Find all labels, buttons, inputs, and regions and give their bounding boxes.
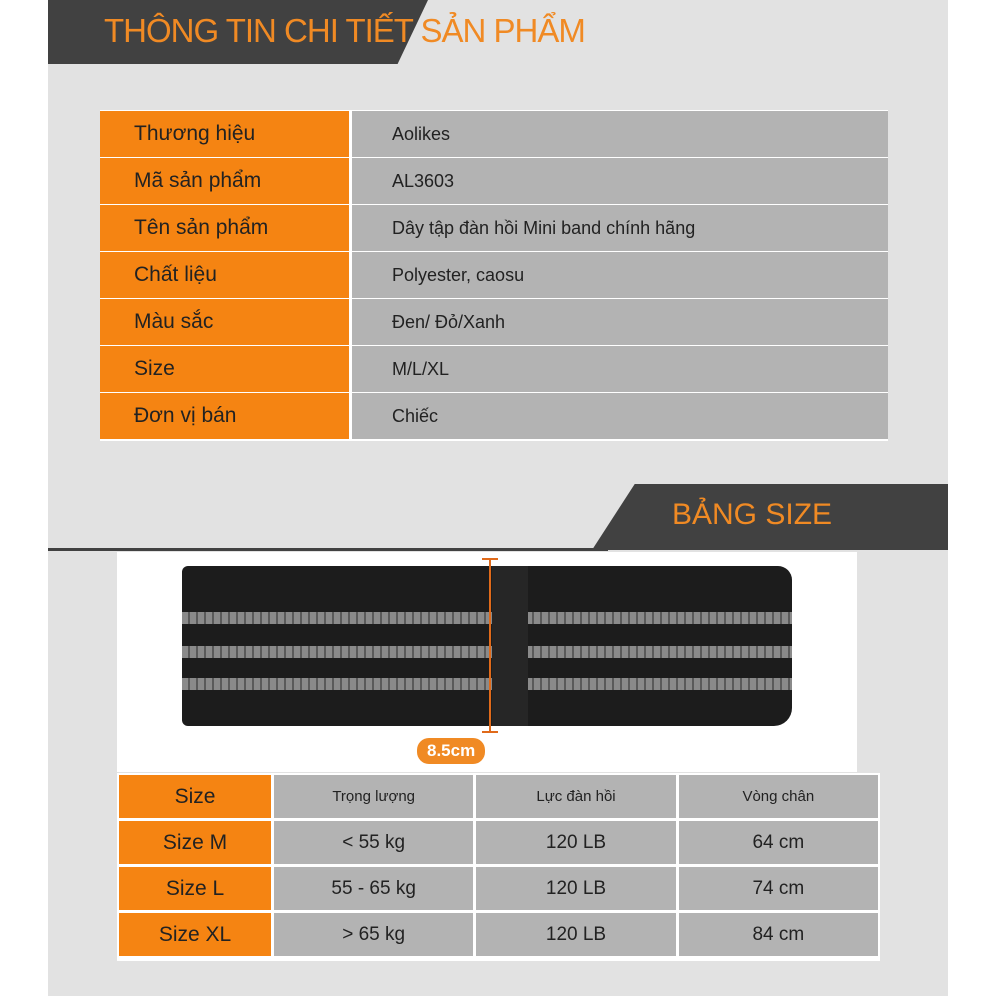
detail-row — [100, 299, 888, 345]
leg-size-cell: 74 cm — [679, 867, 878, 910]
detail-label: Thương hiệu — [100, 111, 349, 157]
leg-size-cell: 84 cm — [679, 913, 878, 956]
detail-row — [100, 158, 888, 204]
width-measure-line — [489, 558, 491, 733]
resistance-cell: 120 LB — [476, 821, 675, 864]
table-row — [119, 913, 878, 956]
resistance-cell: 120 LB — [476, 867, 675, 910]
detail-row — [100, 393, 888, 439]
header-cell: Trọng lượng — [274, 775, 473, 818]
detail-row — [100, 111, 888, 157]
leg-size-cell: 64 cm — [679, 821, 878, 864]
size-table-header — [119, 775, 878, 818]
size-cell: Size XL — [119, 913, 271, 956]
detail-label: Đơn vị bán — [100, 393, 349, 439]
product-details-table — [100, 110, 888, 441]
weight-cell: 55 - 65 kg — [274, 867, 473, 910]
size-table — [117, 773, 880, 961]
header-cell: Vòng chân — [679, 775, 878, 818]
detail-label: Mã sản phẩm — [100, 158, 349, 204]
header-cell: Lực đàn hồi — [476, 775, 675, 818]
detail-value: Đen/ Đỏ/Xanh — [352, 299, 888, 345]
detail-value: AL3603 — [352, 158, 888, 204]
table-row — [119, 867, 878, 910]
detail-label: Size — [100, 346, 349, 392]
size-cell: Size L — [119, 867, 271, 910]
product-image — [117, 552, 857, 772]
resistance-cell: 120 LB — [476, 913, 675, 956]
detail-row — [100, 346, 888, 392]
section-divider — [48, 548, 608, 551]
weight-cell: < 55 kg — [274, 821, 473, 864]
table-row — [119, 821, 878, 864]
detail-label: Màu sắc — [100, 299, 349, 345]
detail-label: Chất liệu — [100, 252, 349, 298]
detail-label: Tên sản phẩm — [100, 205, 349, 251]
detail-value: M/L/XL — [352, 346, 888, 392]
detail-value: Dây tập đàn hồi Mini band chính hãng — [352, 205, 888, 251]
weight-cell: > 65 kg — [274, 913, 473, 956]
size-cell: Size M — [119, 821, 271, 864]
mini-band-image — [182, 566, 792, 726]
band-width-label: 8.5cm — [417, 738, 485, 764]
detail-value: Chiếc — [352, 393, 888, 439]
size-section-title: BẢNG SIZE — [672, 498, 833, 531]
page-title: THÔNG TIN CHI TIẾT SẢN PHẨM — [104, 12, 585, 49]
detail-row — [100, 252, 888, 298]
detail-row — [100, 205, 888, 251]
detail-value: Polyester, caosu — [352, 252, 888, 298]
header-cell: Size — [119, 775, 271, 818]
detail-value: Aolikes — [352, 111, 888, 157]
